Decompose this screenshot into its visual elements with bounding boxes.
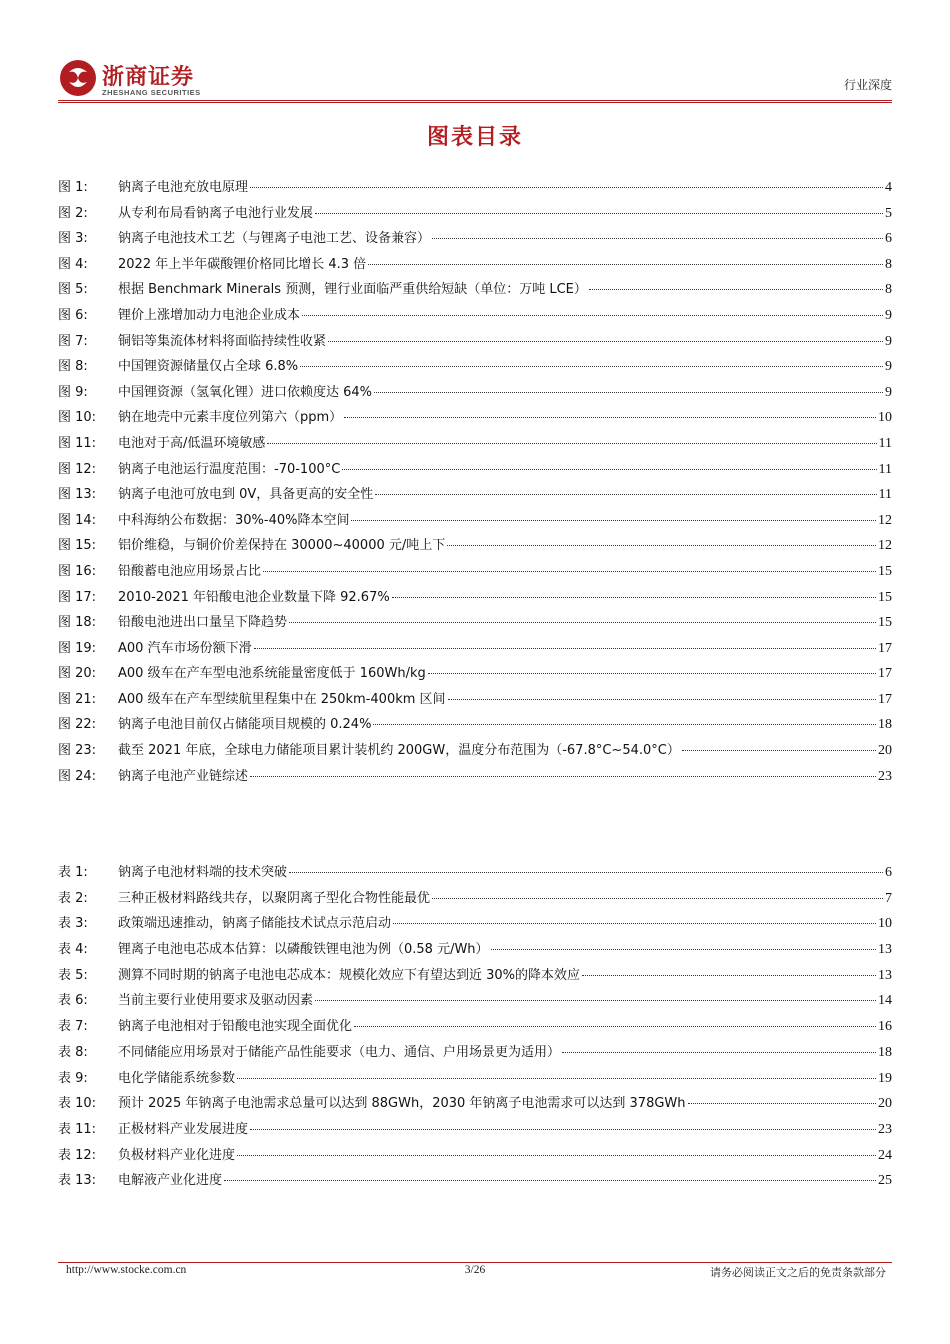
- toc-entry-number: 图 24:: [58, 768, 97, 784]
- toc-dot-leader: [589, 277, 883, 290]
- figure-toc-entry[interactable]: [58, 175, 892, 201]
- toc-entry-number: 图 1:: [58, 180, 88, 195]
- toc-entry-page[interactable]: 11: [878, 461, 892, 477]
- toc-entry-number: 图 16:: [58, 563, 97, 579]
- toc-entry-page[interactable]: 9: [885, 384, 892, 400]
- toc-entry-page[interactable]: 15: [878, 615, 892, 631]
- toc-entry-page[interactable]: 17: [878, 640, 892, 656]
- toc-entry-number: 图 23:: [58, 743, 97, 759]
- toc-entry-number: 图 8:: [58, 359, 88, 375]
- toc-entry-label[interactable]: 从专利布局看钠离子电池行业发展: [118, 205, 314, 221]
- toc-dot-leader: [237, 1143, 876, 1156]
- toc-dot-leader: [267, 431, 876, 444]
- toc-entry-number: 表 9:: [58, 1070, 88, 1086]
- logo-text-en: ZHESHANG SECURITIES: [102, 88, 201, 97]
- toc-entry-number: 图 19:: [58, 640, 97, 656]
- toc-entry-number: 图 13:: [58, 487, 97, 503]
- toc-entry-label[interactable]: 截至 2021 年底，全球电力储能项目累计装机约 200GW，温度分布范围为（-67.8°C~54.0°C）: [118, 743, 680, 759]
- figure-toc-entry[interactable]: [58, 226, 892, 252]
- figure-toc-entry[interactable]: [58, 738, 892, 764]
- figure-toc-entry[interactable]: [58, 610, 892, 636]
- table-toc-entry[interactable]: [58, 860, 892, 886]
- toc-entry-label[interactable]: 负极材料产业化进度: [118, 1147, 236, 1163]
- toc-dot-leader: [432, 226, 883, 239]
- toc-entry-page[interactable]: 15: [878, 589, 892, 605]
- toc-entry-label[interactable]: 电池对于高/低温环境敏感: [118, 435, 266, 451]
- figure-toc-entry[interactable]: [58, 405, 892, 431]
- toc-dot-leader: [224, 1168, 876, 1181]
- toc-entry-number: 表 4:: [58, 942, 88, 958]
- toc-entry-label[interactable]: 钠离子电池充放电原理: [118, 180, 249, 195]
- report-type-label: 行业深度: [843, 78, 892, 92]
- toc-entry-page[interactable]: 11: [878, 487, 892, 503]
- toc-entry-label[interactable]: 中科海纳公布数据：30%-40%降本空间: [118, 512, 350, 528]
- toc-entry-number: 表 11:: [58, 1121, 97, 1137]
- toc-entry-page[interactable]: 8: [885, 282, 892, 298]
- toc-entry-label[interactable]: 中国锂资源储量仅占全球 6.8%: [118, 359, 299, 375]
- table-toc-entry[interactable]: [58, 886, 892, 912]
- toc-entry-label[interactable]: 2010-2021 年铅酸电池企业数量下降 92.67%: [118, 589, 390, 605]
- toc-dot-leader: [250, 175, 883, 188]
- toc-entry-label[interactable]: 钠离子电池运行温度范围：-70-100°C: [118, 461, 341, 477]
- toc-entry-page[interactable]: 24: [878, 1147, 892, 1163]
- toc-dot-leader: [250, 764, 876, 777]
- page-header: [58, 56, 892, 104]
- toc-entry-page[interactable]: 15: [878, 563, 892, 579]
- toc-entry-number: 表 5:: [58, 967, 88, 983]
- toc-dot-leader: [491, 937, 876, 950]
- toc-entry-page[interactable]: 20: [878, 1096, 892, 1112]
- logo-mark-icon: [58, 58, 98, 98]
- figure-toc-entry[interactable]: [58, 508, 892, 534]
- toc-dot-leader: [432, 886, 883, 899]
- toc-entry-label[interactable]: A00 汽车市场份额下滑: [118, 640, 252, 656]
- toc-dot-leader: [342, 457, 876, 470]
- toc-dot-leader: [428, 661, 876, 674]
- table-toc-entry[interactable]: [58, 963, 892, 989]
- table-toc-entry[interactable]: [58, 1040, 892, 1066]
- toc-dot-leader: [448, 687, 876, 700]
- toc-entry-page[interactable]: 9: [885, 359, 892, 375]
- toc-dot-leader: [302, 303, 883, 316]
- toc-entry-label[interactable]: 钠离子电池技术工艺（与锂离子电池工艺、设备兼容）: [118, 231, 431, 247]
- toc-entry-label[interactable]: 钠离子电池相对于铅酸电池实现全面优化: [118, 1019, 353, 1035]
- figure-toc-entry[interactable]: [58, 201, 892, 227]
- toc-entry-label[interactable]: 钠离子电池材料端的技术突破: [118, 865, 288, 880]
- figure-list: [58, 175, 892, 789]
- toc-entry-number: 图 15:: [58, 538, 97, 554]
- toc-entry-number: 图 17:: [58, 589, 97, 605]
- toc-dot-leader: [351, 508, 876, 521]
- toc-entry-page[interactable]: 10: [878, 410, 892, 426]
- toc-dot-leader: [328, 329, 883, 342]
- figure-toc-entry[interactable]: [58, 712, 892, 738]
- toc-entry-label[interactable]: 不同储能应用场景对于储能产品性能要求（电力、通信、户用场景更为适用）: [118, 1044, 561, 1060]
- toc-entry-page[interactable]: 9: [885, 307, 892, 323]
- table-toc-entry[interactable]: [58, 988, 892, 1014]
- table-toc-entry[interactable]: [58, 1168, 892, 1194]
- toc-entry-page[interactable]: 11: [878, 435, 892, 451]
- toc-entry-number: 表 7:: [58, 1019, 88, 1035]
- toc-entry-label[interactable]: 当前主要行业使用要求及驱动因素: [118, 993, 314, 1009]
- table-toc-entry[interactable]: [58, 1091, 892, 1117]
- toc-dot-leader: [250, 1117, 876, 1130]
- toc-dot-leader: [393, 911, 876, 924]
- toc-entry-page[interactable]: 18: [878, 1044, 892, 1060]
- toc-entry-label[interactable]: 锂价上涨增加动力电池企业成本: [118, 307, 301, 323]
- figure-toc-entry[interactable]: [58, 303, 892, 329]
- page-footer: [58, 1264, 892, 1280]
- figure-toc-entry[interactable]: [58, 482, 892, 508]
- toc-entry-number: 图 5:: [58, 282, 88, 298]
- toc-entry-page[interactable]: 14: [878, 993, 892, 1009]
- footer-page-number: 3/26: [464, 1264, 486, 1276]
- toc-entry-page[interactable]: 16: [878, 1019, 892, 1035]
- toc-entry-number: 图 4:: [58, 256, 88, 272]
- toc-dot-leader: [373, 712, 876, 725]
- toc-dot-leader: [289, 610, 876, 623]
- toc-entry-label[interactable]: 测算不同时期的钠离子电池电芯成本：规模化效应下有望达到近 30%的降本效应: [118, 967, 581, 983]
- toc-dot-leader: [289, 860, 883, 873]
- toc-entry-number: 图 6:: [58, 307, 88, 323]
- toc-entry-label[interactable]: 电化学储能系统参数: [118, 1070, 236, 1086]
- toc-entry-page[interactable]: 5: [885, 205, 892, 221]
- table-toc-entry[interactable]: [58, 1117, 892, 1143]
- figure-toc-entry[interactable]: [58, 687, 892, 713]
- toc-entry-number: 表 12:: [58, 1147, 97, 1163]
- toc-dot-leader: [315, 201, 883, 214]
- toc-entry-label[interactable]: 正极材料产业发展进度: [118, 1121, 249, 1137]
- figure-toc-entry[interactable]: [58, 380, 892, 406]
- toc-entry-label[interactable]: 根据 Benchmark Minerals 预测，锂行业面临严重供给短缺（单位：万吨 LCE）: [118, 282, 587, 298]
- toc-entry-number: 表 6:: [58, 993, 88, 1009]
- logo-text-cn: 浙商证券: [102, 65, 195, 90]
- figure-toc-entry[interactable]: [58, 457, 892, 483]
- footer-divider: [58, 1262, 892, 1263]
- toc-entry-page[interactable]: 25: [878, 1173, 892, 1189]
- footer-disclaimer: 请务必阅读正文之后的免责条款部分: [710, 1266, 886, 1279]
- figure-toc-entry[interactable]: [58, 329, 892, 355]
- table-toc-entry[interactable]: [58, 911, 892, 937]
- toc-entry-label[interactable]: 铝价维稳，与铜价价差保持在 30000~40000 元/吨上下: [118, 538, 446, 554]
- toc-entry-number: 表 1:: [58, 865, 88, 880]
- table-toc-entry[interactable]: [58, 937, 892, 963]
- toc-entry-page[interactable]: 10: [878, 916, 892, 932]
- toc-entry-number: 表 13:: [58, 1173, 97, 1189]
- toc-entry-number: 图 2:: [58, 205, 88, 221]
- toc-title: 图表目录: [426, 125, 523, 150]
- toc-entry-page[interactable]: 7: [885, 890, 892, 906]
- toc-entry-number: 图 7:: [58, 333, 88, 349]
- toc-entry-page[interactable]: 13: [878, 942, 892, 958]
- figure-toc-entry[interactable]: [58, 431, 892, 457]
- toc-dot-leader: [688, 1091, 876, 1104]
- figure-toc-entry[interactable]: [58, 661, 892, 687]
- toc-entry-number: 图 11:: [58, 435, 97, 451]
- table-toc-entry[interactable]: [58, 1066, 892, 1092]
- figure-toc-entry[interactable]: [58, 636, 892, 662]
- toc-entry-page[interactable]: 6: [885, 231, 892, 247]
- table-toc-entry[interactable]: [58, 1014, 892, 1040]
- toc-entry-label[interactable]: 钠离子电池产业链综述: [118, 768, 249, 784]
- toc-entry-number: 表 3:: [58, 916, 88, 932]
- toc-entry-page[interactable]: 17: [878, 666, 892, 682]
- header-divider-secondary: [58, 102, 892, 103]
- toc-entry-page[interactable]: 18: [878, 717, 892, 733]
- toc-entry-number: 图 20:: [58, 666, 97, 682]
- toc-dot-leader: [375, 482, 876, 495]
- header-divider: [58, 100, 892, 101]
- toc-dot-leader: [315, 988, 876, 1001]
- figure-toc-entry[interactable]: [58, 764, 892, 790]
- toc-dot-leader: [562, 1040, 876, 1053]
- toc-entry-page[interactable]: 12: [878, 512, 892, 528]
- company-logo: [58, 58, 208, 102]
- toc-dot-leader: [344, 405, 876, 418]
- toc-entry-page[interactable]: 13: [878, 967, 892, 983]
- toc-entry-number: 图 10:: [58, 410, 97, 426]
- toc-dot-leader: [354, 1014, 876, 1027]
- toc-entry-number: 图 3:: [58, 231, 88, 247]
- toc-entry-number: 表 2:: [58, 890, 88, 906]
- table-toc-entry[interactable]: [58, 1143, 892, 1169]
- figure-toc-entry[interactable]: [58, 252, 892, 278]
- toc-entry-label[interactable]: 政策端迅速推动，钠离子储能技术试点示范启动: [118, 916, 392, 932]
- toc-entry-number: 图 21:: [58, 691, 97, 707]
- toc-entry-page[interactable]: 23: [878, 768, 892, 784]
- footer-url-link[interactable]: http://www.stocke.com.cn: [66, 1264, 187, 1276]
- toc-dot-leader: [254, 636, 876, 649]
- toc-dot-leader: [237, 1066, 876, 1079]
- toc-dot-leader: [368, 252, 883, 265]
- toc-entry-page[interactable]: 4: [885, 180, 892, 195]
- toc-entry-page[interactable]: 9: [885, 333, 892, 349]
- toc-entry-number: 图 9:: [58, 384, 88, 400]
- toc-entry-label[interactable]: 2022 年上半年碳酸锂价格同比增长 4.3 倍: [118, 256, 367, 272]
- toc-entry-page[interactable]: 23: [878, 1121, 892, 1137]
- toc-entry-number: 图 18:: [58, 615, 97, 631]
- toc-dot-leader: [300, 354, 883, 367]
- toc-entry-label[interactable]: 预计 2025 年钠离子电池需求总量可以达到 88GWh，2030 年钠离子电池需求可以达到 378GWh: [118, 1096, 686, 1112]
- toc-entry-label[interactable]: 铜铝等集流体材料将面临持续性收紧: [118, 333, 327, 349]
- figure-toc-entry[interactable]: [58, 533, 892, 559]
- toc-entry-number: 图 14:: [58, 512, 97, 528]
- toc-entry-number: 表 10:: [58, 1096, 97, 1112]
- toc-entry-label[interactable]: A00 级车在产车型电池系统能量密度低于 160Wh/kg: [118, 666, 426, 682]
- table-list: [58, 860, 892, 1194]
- toc-entry-page[interactable]: 19: [878, 1070, 892, 1086]
- toc-entry-label[interactable]: 铅酸蓄电池应用场景占比: [118, 563, 262, 579]
- toc-entry-label[interactable]: 铅酸电池进出口量呈下降趋势: [118, 615, 288, 631]
- toc-entry-label[interactable]: 三种正极材料路线共存，以聚阴离子型化合物性能最优: [118, 890, 431, 906]
- toc-entry-page[interactable]: 8: [885, 256, 892, 272]
- toc-dot-leader: [682, 738, 876, 751]
- toc-entry-label[interactable]: 锂离子电池电芯成本估算：以磷酸铁锂电池为例（0.58 元/Wh）: [118, 942, 489, 958]
- toc-dot-leader: [263, 559, 876, 572]
- figure-toc-entry[interactable]: [58, 277, 892, 303]
- toc-entry-number: 表 8:: [58, 1044, 88, 1060]
- toc-entry-page[interactable]: 17: [878, 691, 892, 707]
- toc-dot-leader: [582, 963, 876, 976]
- toc-entry-page[interactable]: 20: [878, 743, 892, 759]
- toc-entry-label[interactable]: A00 级车在产车型续航里程集中在 250km-400km 区间: [118, 691, 446, 707]
- toc-dot-leader: [447, 533, 876, 546]
- figure-toc-entry[interactable]: [58, 559, 892, 585]
- toc-entry-label[interactable]: 电解液产业化进度: [118, 1173, 223, 1189]
- toc-entry-label[interactable]: 钠在地壳中元素丰度位列第六（ppm）: [118, 410, 343, 426]
- toc-entry-label[interactable]: 钠离子电池可放电到 0V，具备更高的安全性: [118, 487, 374, 503]
- toc-entry-page[interactable]: 12: [878, 538, 892, 554]
- toc-dot-leader: [374, 380, 883, 393]
- toc-entry-number: 图 12:: [58, 461, 97, 477]
- toc-entry-number: 图 22:: [58, 717, 97, 733]
- figure-toc-entry[interactable]: [58, 354, 892, 380]
- figure-toc-entry[interactable]: [58, 585, 892, 611]
- toc-dot-leader: [392, 585, 876, 598]
- toc-entry-label[interactable]: 钠离子电池目前仅占储能项目规模的 0.24%: [118, 717, 372, 733]
- toc-entry-page[interactable]: 6: [885, 865, 892, 880]
- toc-entry-label[interactable]: 中国锂资源（氢氧化锂）进口依赖度达 64%: [118, 384, 373, 400]
